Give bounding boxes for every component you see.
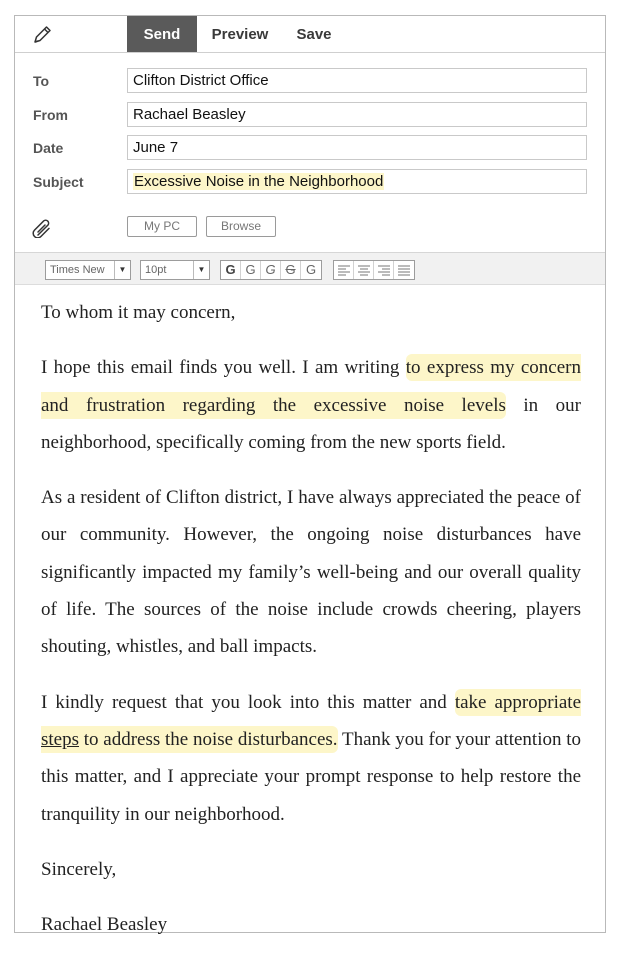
align-left-button[interactable] xyxy=(334,261,354,279)
highlighted-text: to express my concern and frustration regarding the excessive noise levels xyxy=(41,354,581,418)
subject-value: Excessive Noise in the Neighborhood xyxy=(134,173,384,190)
underlined-text: steps xyxy=(41,728,79,750)
chevron-down-icon: ▼ xyxy=(114,261,130,279)
subject-label: Subject xyxy=(33,174,84,190)
greeting: To whom it may concern, xyxy=(41,302,236,323)
align-left-icon xyxy=(338,265,350,276)
to-value: Clifton District Office xyxy=(133,72,269,89)
format-toolbar xyxy=(15,252,605,285)
font-size-value: 10pt xyxy=(145,264,167,276)
align-right-icon xyxy=(378,265,390,276)
font-value: Times New xyxy=(50,264,105,276)
font-select[interactable] xyxy=(45,260,131,280)
to-field[interactable] xyxy=(127,68,587,93)
date-value: June 7 xyxy=(133,139,179,156)
from-value: Rachael Beasley xyxy=(133,106,246,123)
alignment-group xyxy=(333,260,415,280)
paragraph-1-text-b: in our neighborhood, specifically coming from the new sports field. xyxy=(41,394,582,453)
underline-button[interactable]: G xyxy=(241,261,261,279)
from-field[interactable] xyxy=(127,102,587,127)
text-style-group xyxy=(220,260,322,280)
date-field[interactable] xyxy=(127,135,587,160)
date-label: Date xyxy=(33,140,64,156)
pencil-icon[interactable] xyxy=(31,24,53,46)
tab-save[interactable]: Save xyxy=(296,26,332,43)
align-right-button[interactable] xyxy=(374,261,394,279)
highlighted-text-part-1: take appropriate xyxy=(454,691,581,713)
tab-send[interactable]: Send xyxy=(127,16,197,52)
email-body[interactable] xyxy=(41,294,581,961)
from-label: From xyxy=(33,107,68,123)
subject-field[interactable] xyxy=(127,169,587,194)
closing: Sincerely, xyxy=(41,858,117,880)
bold-button[interactable]: G xyxy=(221,261,241,279)
paragraph-1 xyxy=(41,349,581,461)
to-label: To xyxy=(33,73,50,89)
paragraph-1-text-a: I hope this email finds you well. I am writing xyxy=(41,357,406,379)
align-justify-icon xyxy=(398,265,410,276)
italic-button[interactable]: G xyxy=(261,261,281,279)
chevron-down-icon: ▼ xyxy=(193,261,209,279)
browse-button[interactable]: Browse xyxy=(206,216,276,237)
email-compose-window xyxy=(14,15,606,933)
align-center-icon xyxy=(358,265,370,276)
paragraph-3 xyxy=(41,684,581,833)
my-pc-button[interactable]: My PC xyxy=(127,216,197,237)
tab-preview[interactable]: Preview xyxy=(211,26,269,43)
paperclip-icon xyxy=(31,218,53,238)
font-size-select[interactable] xyxy=(140,260,210,280)
font-color-button[interactable]: G xyxy=(305,262,317,277)
highlighted-text-part-2: to address the noise disturbances. xyxy=(79,728,338,750)
paragraph-3-text-b: Thank you for your attention to this matter, and I appreciate your prompt response to help restore the tranquility in our neighborhood. xyxy=(41,728,581,825)
align-justify-button[interactable] xyxy=(394,261,414,279)
paragraph-3-text-a: I kindly request that you look into this matter and xyxy=(41,691,455,713)
strikethrough-button[interactable]: G xyxy=(281,261,301,279)
top-bar xyxy=(15,16,605,53)
signature: Rachael Beasley xyxy=(41,913,168,935)
paragraph-2: As a resident of Clifton district, I have always appreciated the peace of our community. However, the ongoing noise disturbances have significantly impacted my family’s well-being and our overall quality of life. The sources of the noise include crowds cheering, players shouting, whistles, and ball impacts. xyxy=(41,487,581,658)
align-center-button[interactable] xyxy=(354,261,374,279)
